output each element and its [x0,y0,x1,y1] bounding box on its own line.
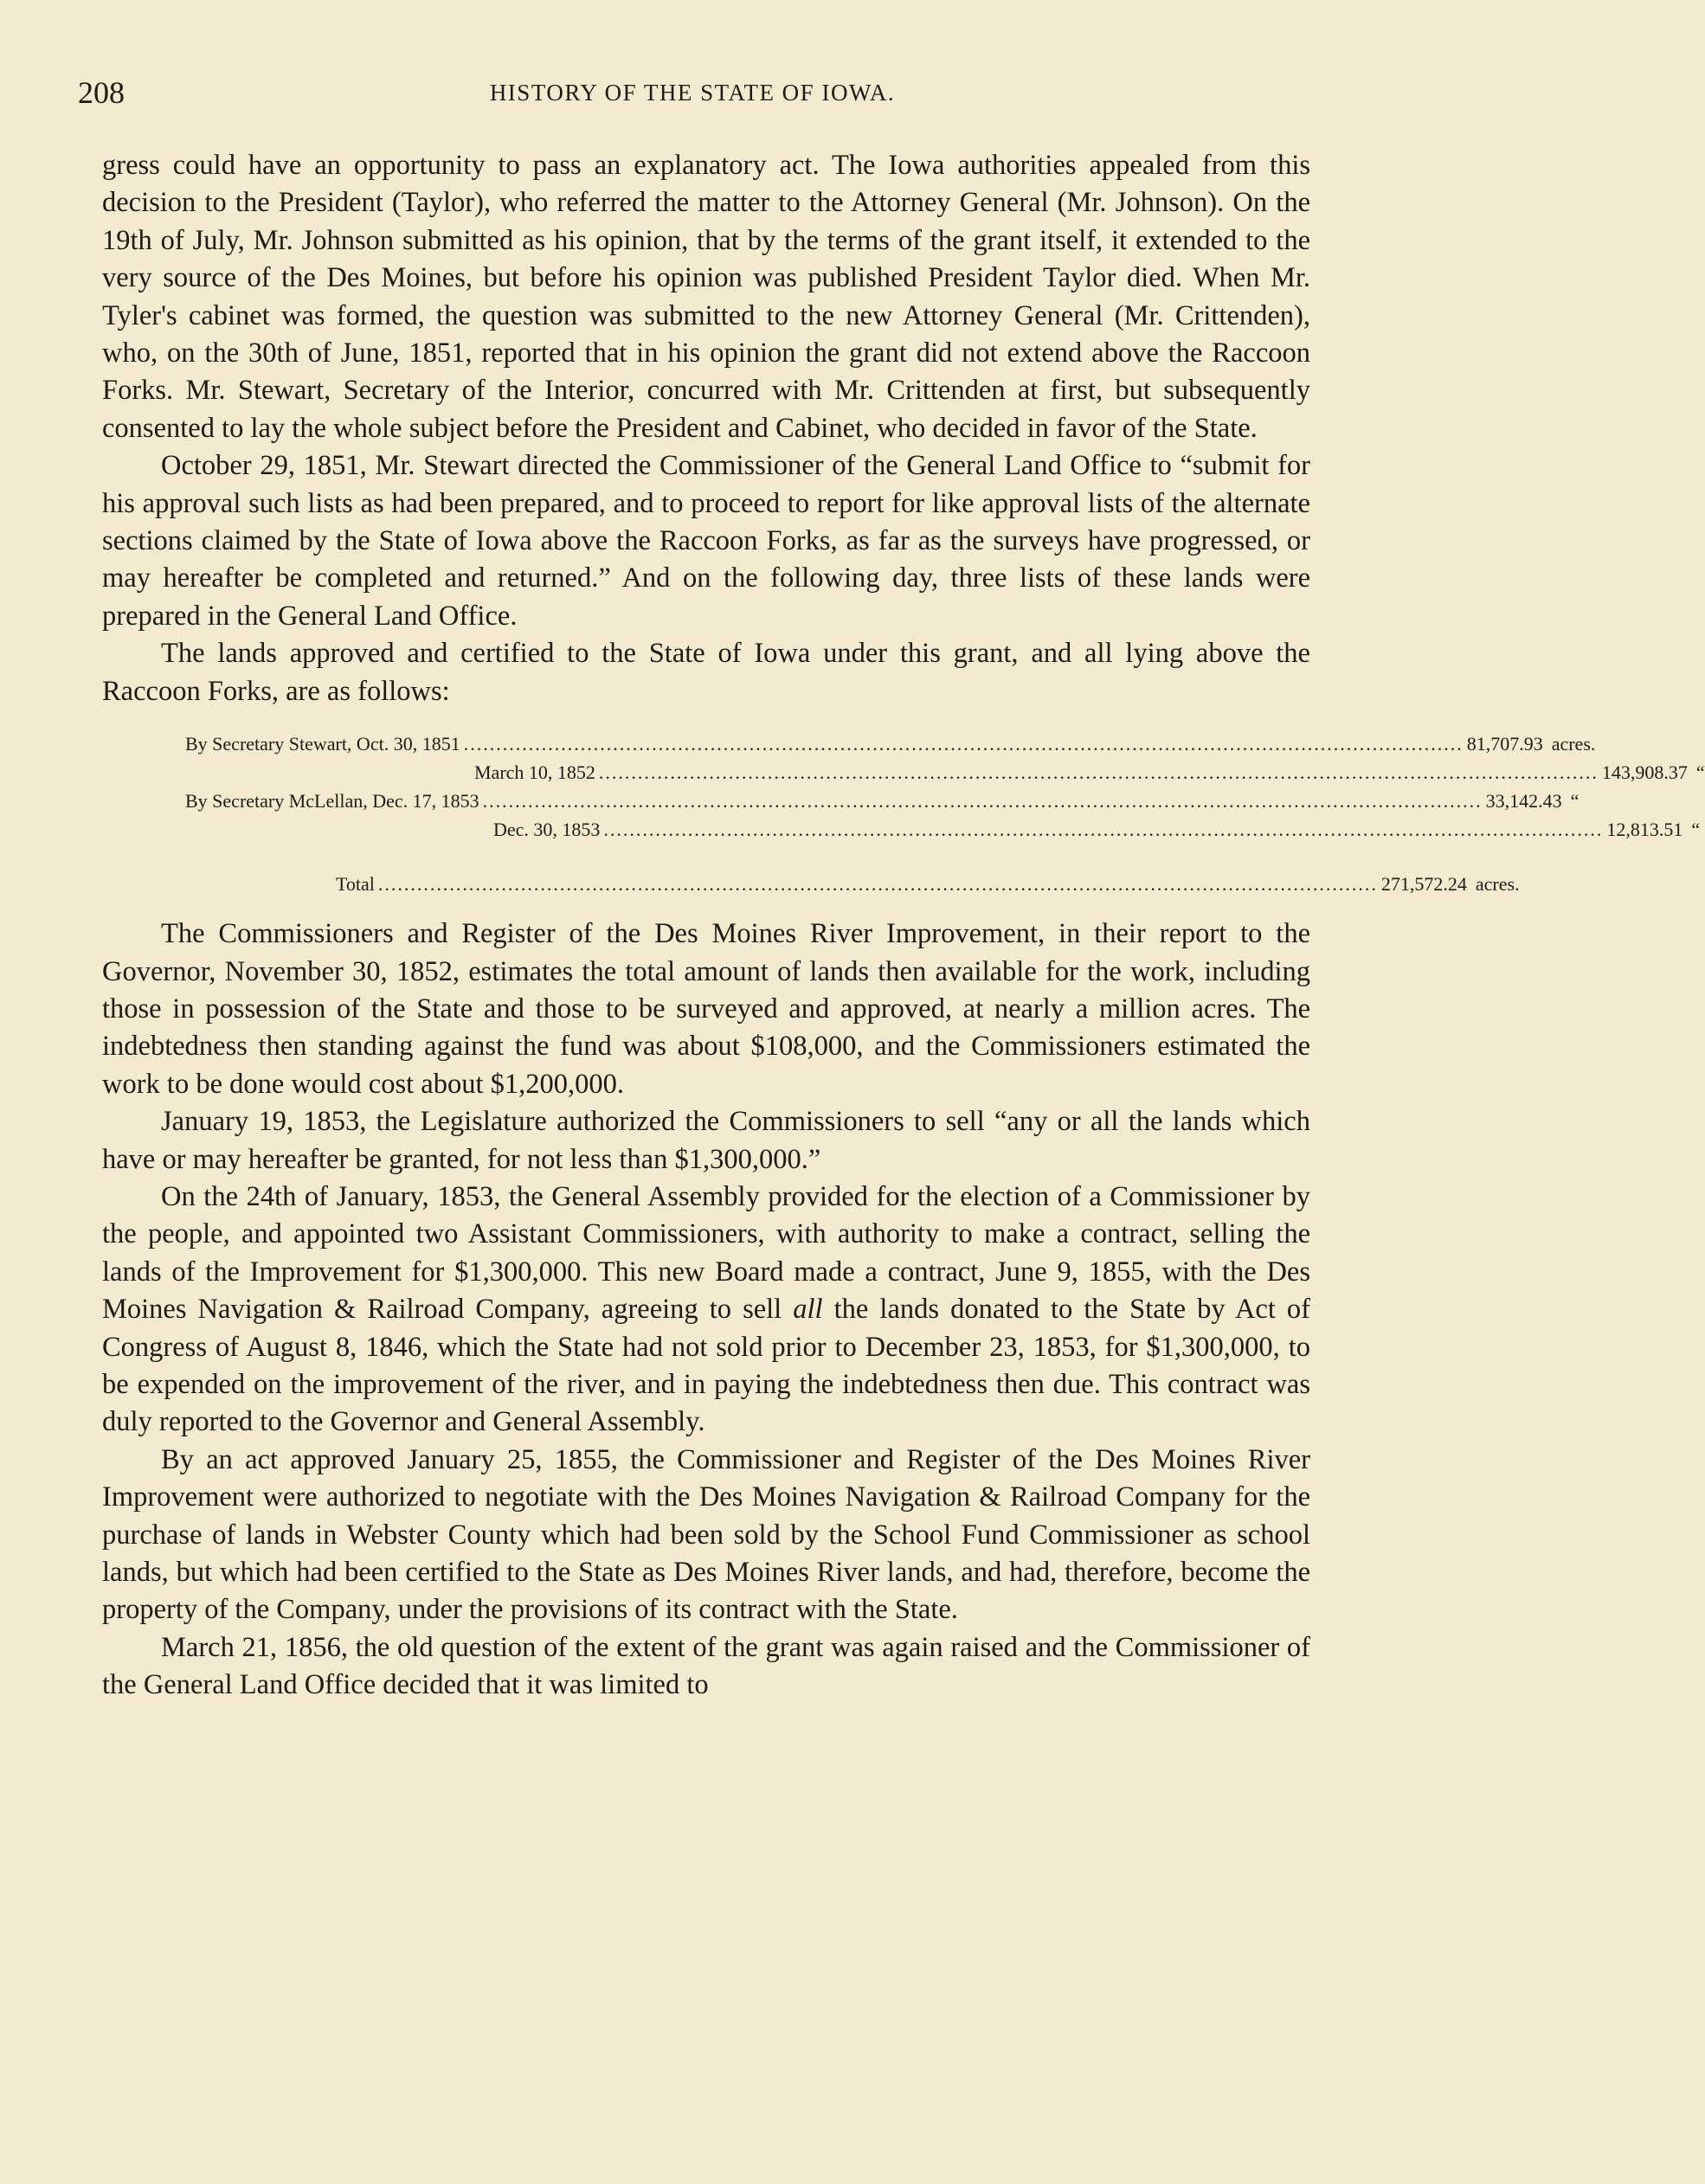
table-row [102,787,1580,815]
row-label: By Secretary McLellan, Dec. 17, 1853 [185,790,479,813]
row-unit: “ [1695,761,1705,784]
row-label: March 10, 1852 [474,761,595,784]
page-header [78,74,1307,118]
row-label: By Secretary Stewart, Oct. 30, 1851 [185,733,460,755]
row-label: Dec. 30, 1853 [493,819,601,841]
land-certification-table [102,729,1705,898]
table-row [102,729,1596,758]
paragraph: October 29, 1851, Mr. Stewart directed the Commissioner of the General Land Office to “submit for his approval such lists as had been prepared, and to proceed to report for like approval lists of the alternate sections claimed by the State of Iowa above the Raccoon Forks, as far as the surveys have progressed, or may hereafter be completed and returned.” And on the following day, three lists of these lands were prepared in the General Land Office. [102,450,1310,632]
paragraph: March 21, 1856, the old question of the extent of the grant was again raised and the Commissioner of the General Land Office decided that it was limited to [102,1631,1310,1701]
table-row [102,758,1705,787]
row-amount: 143,908.37 [1601,761,1688,784]
table-row [102,815,1701,844]
page-number: 208 [78,75,125,110]
total-label: Total [336,873,375,896]
row-unit: acres. [1551,733,1596,755]
dot-leader: .......................................................................................................................................................... [598,761,1599,784]
dot-leader: .......................................................................................................................................................... [603,819,1604,841]
paragraph: The lands approved and certified to the State of Iowa under this grant, and all lying above the Raccoon Forks, are as follows: [102,638,1310,707]
paragraph: January 19, 1853, the Legislature authorized the Commissioners to sell “any or all the lands which have or may hereafter be granted, for not less than $1,300,000.” [102,1106,1310,1175]
dot-leader: .......................................................................................................................................................... [482,790,1483,813]
row-amount: 12,813.51 [1606,819,1683,841]
paragraph-continued: gress could have an opportunity to pass an explanatory act. The Iowa authorities appealed from this decision to the President (Taylor), who referred the matter to the Attorney General (Mr. Johnson). On the 19th of July, Mr. Johnson submitted as his opinion, that by the terms of the grant itself, it extended to the very source of the Des Moines, but before his opinion was published President Taylor died. When Mr. Tyler's cabinet was formed, the question was submitted to the new Attorney General (Mr. Crittenden), who, on the 30th of June, 1851, reported that in his opinion the grant did not extend above the Raccoon Forks. Mr. Stewart, Secretary of the Interior, concurred with Mr. Crittenden at first, but subsequently consented to lay the whole subject before the President and Cabinet, who decided in favor of the State. [102,150,1310,444]
paragraph [102,1179,1310,1442]
row-amount: 81,707.93 [1466,733,1543,755]
total-unit: acres. [1475,873,1520,896]
paragraph: The Commissioners and Register of the Des Moines River Improvement, in their report to the Governor, November 30, 1852, estimates the total amount of lands then available for the work, including those in possession of the State and those to be surveyed and approved, at nearly a million acres. The indebtedness then standing against the fund was about $108,000, and the Commissioners estimated the work to be done would cost about $1,200,000. [102,918,1310,1100]
paragraph-text: the lands donated to the State by Act of Congress of August 8, 1846, which the State had not sold prior to December 23, 1853, for $1,300,000, to be expended on the improvement of the river, and in paying the indebtedness then due. This contract was duly reported to the Governor and General Assembly. [102,1294,1310,1438]
paragraph-text: On the 24th of January, 1853, the General Assembly provided for the election of a Commissioner by the people, and appointed two Assistant Commissioners, with authority to make a contract, selling the lands of the Improvement for $1,300,000. This new Board made a contract, June 9, 1855, with the Des Moines Navigation & Railroad Company, agreeing to sell [102,1180,1310,1326]
body-text [102,147,1705,1705]
table-total-row [102,870,1520,898]
paragraph: By an act approved January 25, 1855, the Commissioner and Register of the Des Moines River Improvement were authorized to negotiate with the Des Moines Navigation & Railroad Company for the purchase of lands in Webster County which had been sold by the School Fund Commissioner as school lands, but which had been certified to the State as Des Moines River lands, and had, therefore, become the property of the Company, under the provisions of its contract with the State. [102,1443,1310,1626]
dot-leader: .......................................................................................................................................................... [377,873,1378,896]
emphasized-word: all [793,1294,823,1326]
row-unit: “ [1570,790,1580,813]
total-amount: 271,572.24 [1380,873,1467,896]
row-unit: “ [1691,819,1701,841]
running-head: HISTORY OF THE STATE OF IOWA. [489,80,896,106]
row-amount: 33,142.43 [1485,790,1562,813]
dot-leader: .......................................................................................................................................................... [463,733,1464,755]
